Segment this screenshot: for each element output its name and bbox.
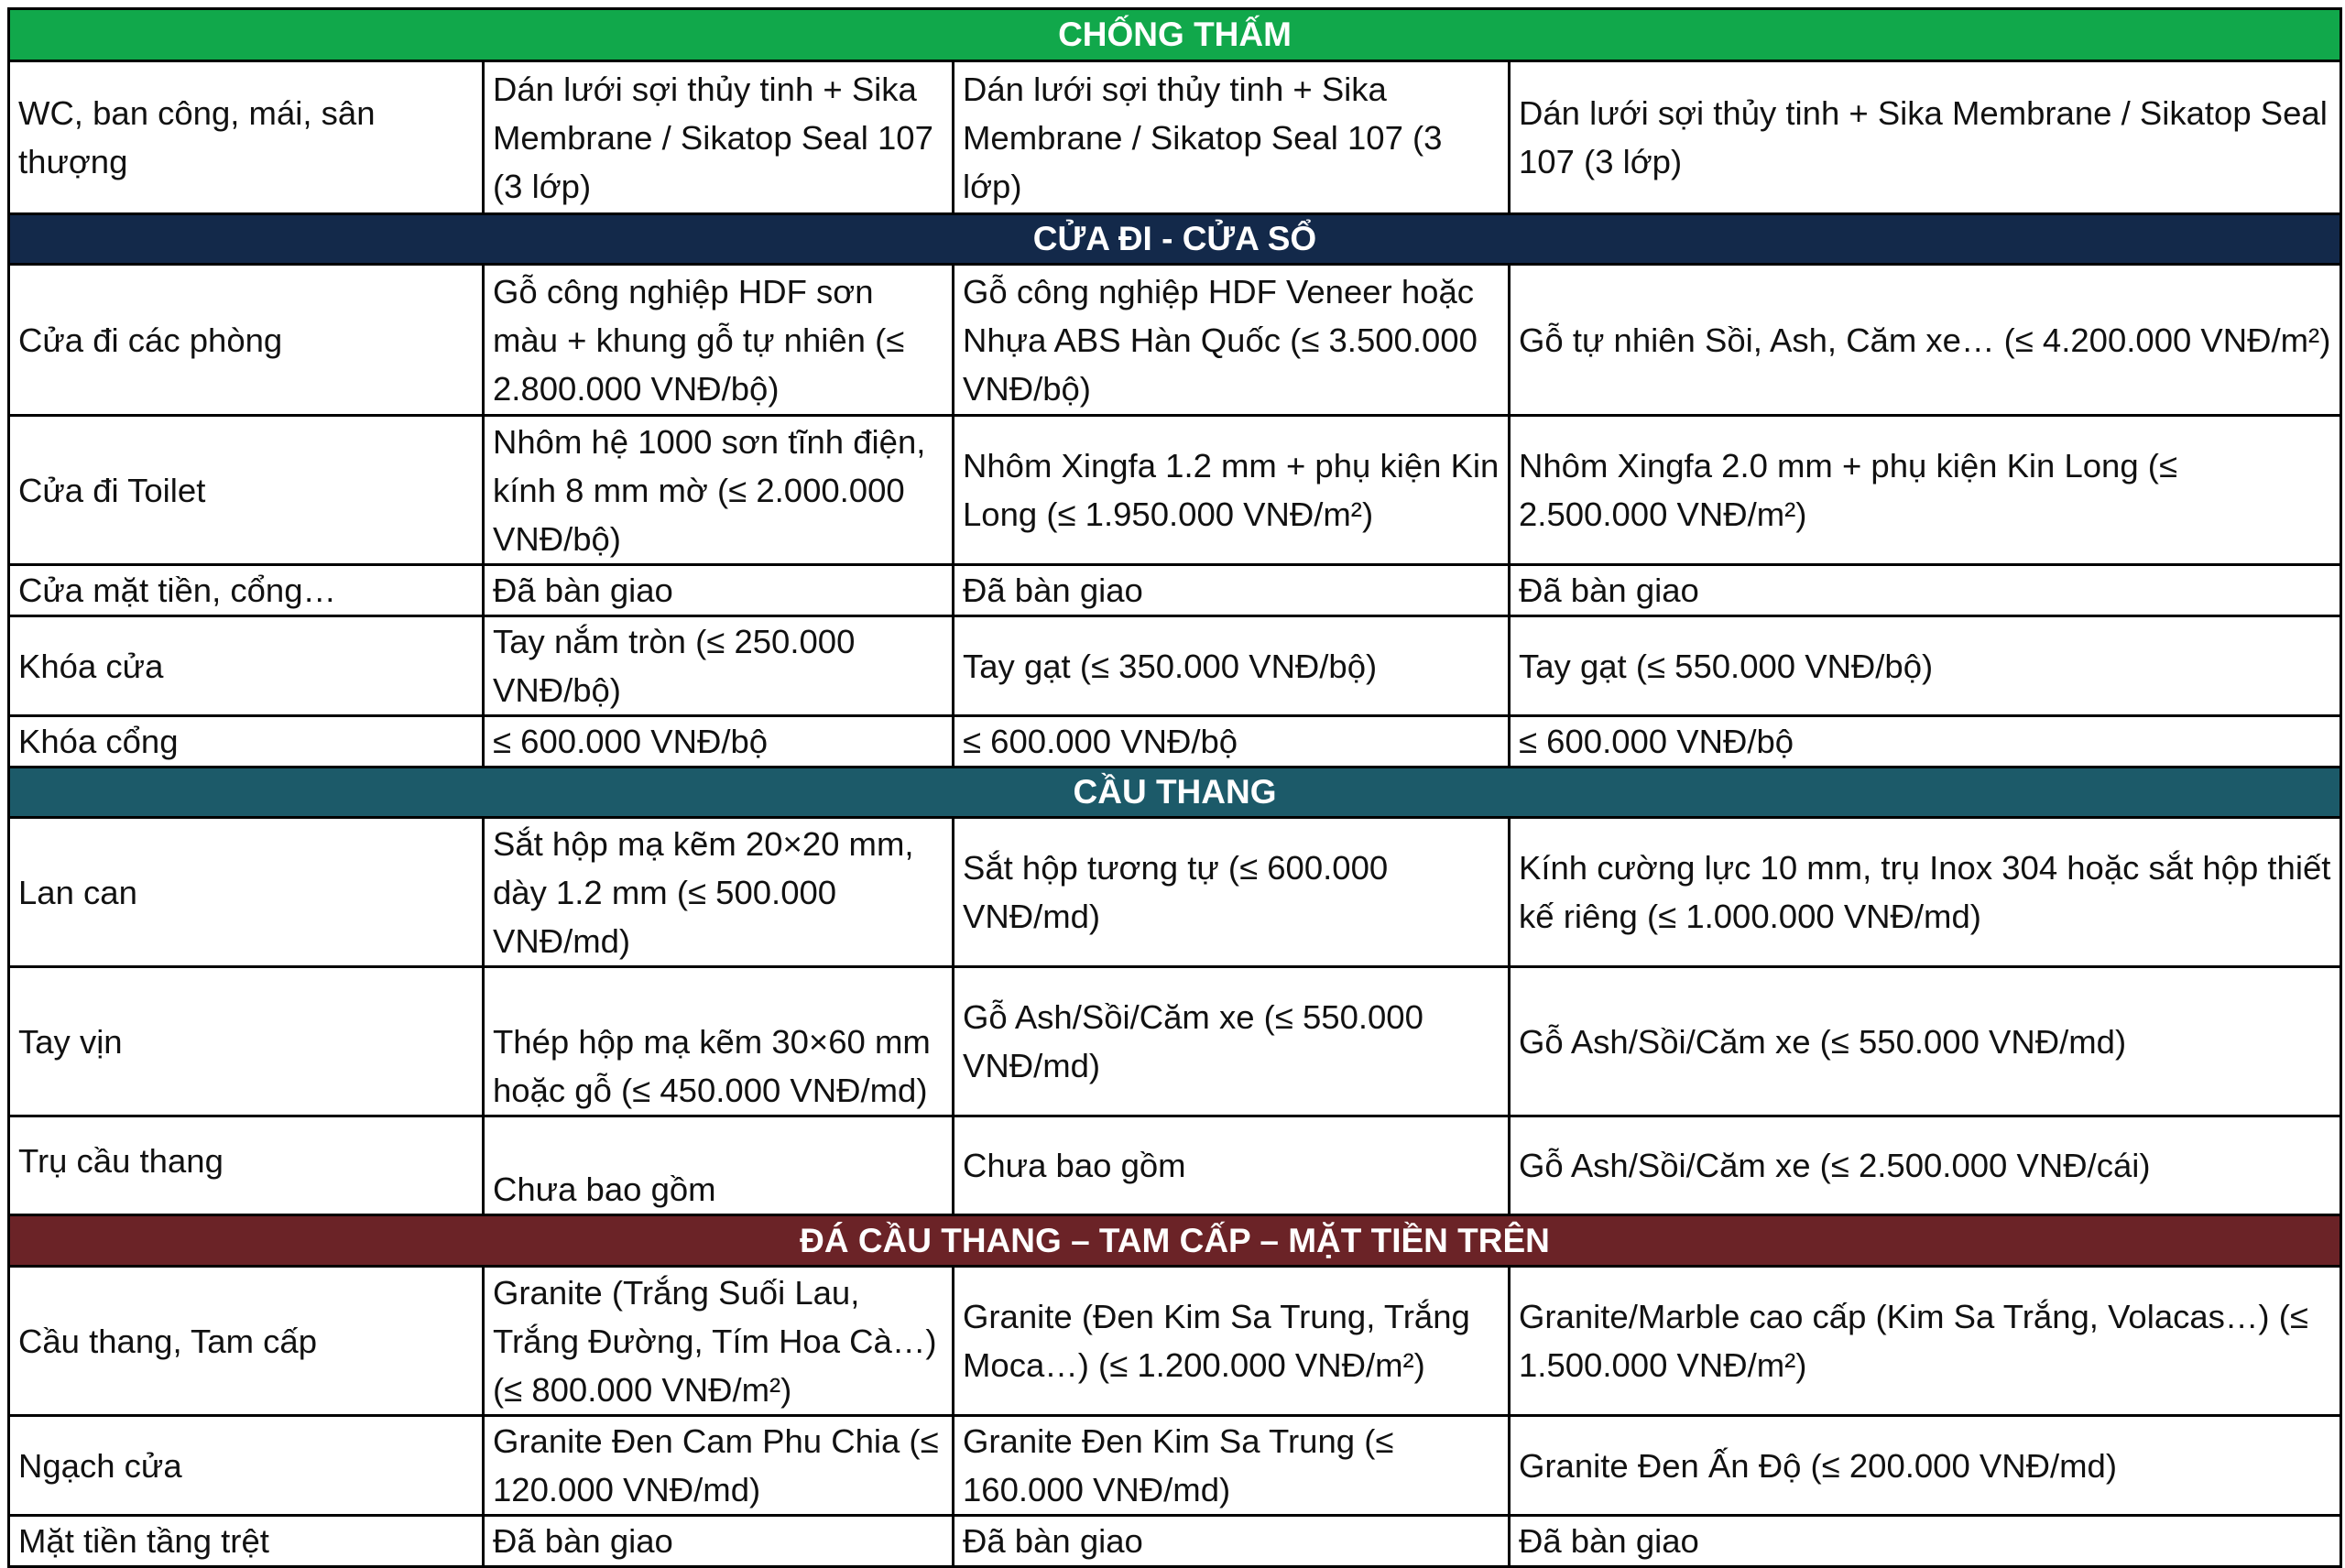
row-label: Tay vịn bbox=[9, 967, 484, 1116]
spec-table bbox=[7, 7, 2342, 1568]
option-3-cell: Gỗ Ash/Sồi/Căm xe (≤ 2.500.000 VNĐ/cái) bbox=[1510, 1116, 2341, 1215]
row-label: Khóa cổng bbox=[9, 716, 484, 768]
option-2-cell: ≤ 600.000 VNĐ/bộ bbox=[954, 716, 1510, 768]
section-header-chong-tham bbox=[9, 9, 2341, 61]
option-2-cell: Granite (Đen Kim Sa Trung, Trắng Moca…) (≤ 1.200.000 VNĐ/m²) bbox=[954, 1267, 1510, 1416]
row-label: WC, ban công, mái, sân thượng bbox=[9, 61, 484, 214]
option-2-cell: Dán lưới sợi thủy tinh + Sika Membrane / Sikatop Seal 107 (3 lớp) bbox=[954, 61, 1510, 214]
row-label: Ngạch cửa bbox=[9, 1416, 484, 1516]
option-3-cell: Đã bàn giao bbox=[1510, 1516, 2341, 1567]
option-2-cell: Sắt hộp tương tự (≤ 600.000 VNĐ/md) bbox=[954, 818, 1510, 967]
table-row bbox=[9, 1267, 2341, 1416]
option-1-cell: Granite (Trắng Suối Lau, Trắng Đường, Tím Hoa Cà…) (≤ 800.000 VNĐ/m²) bbox=[484, 1267, 954, 1416]
option-3-cell: Granite Đen Ấn Độ (≤ 200.000 VNĐ/md) bbox=[1510, 1416, 2341, 1516]
section-title-cua: CỬA ĐI - CỬA SỔ bbox=[9, 214, 2341, 265]
option-3-cell: Tay gạt (≤ 550.000 VNĐ/bộ) bbox=[1510, 616, 2341, 716]
row-label: Lan can bbox=[9, 818, 484, 967]
row-label: Mặt tiền tầng trệt bbox=[9, 1516, 484, 1567]
section-title-da: ĐÁ CẦU THANG – TAM CẤP – MẶT TIỀN TRÊN bbox=[9, 1215, 2341, 1267]
option-2-cell: Đã bàn giao bbox=[954, 565, 1510, 616]
table-row bbox=[9, 1416, 2341, 1516]
row-label: Trụ cầu thang bbox=[9, 1116, 484, 1215]
option-3-cell: Gỗ Ash/Sồi/Căm xe (≤ 550.000 VNĐ/md) bbox=[1510, 967, 2341, 1116]
option-3-cell: Dán lưới sợi thủy tinh + Sika Membrane / Sikatop Seal 107 (3 lớp) bbox=[1510, 61, 2341, 214]
row-label: Khóa cửa bbox=[9, 616, 484, 716]
table-row bbox=[9, 565, 2341, 616]
option-1-cell: Dán lưới sợi thủy tinh + Sika Membrane / Sikatop Seal 107 (3 lớp) bbox=[484, 61, 954, 214]
option-3-cell: Granite/Marble cao cấp (Kim Sa Trắng, Volacas…) (≤ 1.500.000 VNĐ/m²) bbox=[1510, 1267, 2341, 1416]
option-2-cell: Granite Đen Kim Sa Trung (≤ 160.000 VNĐ/md) bbox=[954, 1416, 1510, 1516]
option-2-cell: Đã bàn giao bbox=[954, 1516, 1510, 1567]
row-label: Cửa mặt tiền, cổng… bbox=[9, 565, 484, 616]
table-row bbox=[9, 716, 2341, 768]
option-2-cell: Gỗ Ash/Sồi/Căm xe (≤ 550.000 VNĐ/md) bbox=[954, 967, 1510, 1116]
option-2-cell: Nhôm Xingfa 1.2 mm + phụ kiện Kin Long (≤ 1.950.000 VNĐ/m²) bbox=[954, 416, 1510, 565]
table-row bbox=[9, 265, 2341, 416]
option-1-cell: Gỗ công nghiệp HDF sơn màu + khung gỗ tự nhiên (≤ 2.800.000 VNĐ/bộ) bbox=[484, 265, 954, 416]
table-row bbox=[9, 818, 2341, 967]
option-1-cell: Sắt hộp mạ kẽm 20×20 mm, dày 1.2 mm (≤ 500.000 VNĐ/md) bbox=[484, 818, 954, 967]
option-2-cell: Gỗ công nghiệp HDF Veneer hoặc Nhựa ABS Hàn Quốc (≤ 3.500.000 VNĐ/bộ) bbox=[954, 265, 1510, 416]
option-2-cell: Chưa bao gồm bbox=[954, 1116, 1510, 1215]
section-title-cau-thang: CẦU THANG bbox=[9, 768, 2341, 818]
option-1-cell: ≤ 600.000 VNĐ/bộ bbox=[484, 716, 954, 768]
option-3-cell: Nhôm Xingfa 2.0 mm + phụ kiện Kin Long (≤ 2.500.000 VNĐ/m²) bbox=[1510, 416, 2341, 565]
row-label: Cửa đi Toilet bbox=[9, 416, 484, 565]
row-label: Cầu thang, Tam cấp bbox=[9, 1267, 484, 1416]
table-row bbox=[9, 1516, 2341, 1567]
section-header-cau-thang bbox=[9, 768, 2341, 818]
section-header-cua bbox=[9, 214, 2341, 265]
option-2-cell: Tay gạt (≤ 350.000 VNĐ/bộ) bbox=[954, 616, 1510, 716]
option-3-cell: Gỗ tự nhiên Sồi, Ash, Căm xe… (≤ 4.200.000 VNĐ/m²) bbox=[1510, 265, 2341, 416]
table-row bbox=[9, 61, 2341, 214]
table-row bbox=[9, 1116, 2341, 1215]
option-1-cell: Thép hộp mạ kẽm 30×60 mm hoặc gỗ (≤ 450.000 VNĐ/md) bbox=[484, 967, 954, 1116]
table-row bbox=[9, 967, 2341, 1116]
option-1-cell: Tay nắm tròn (≤ 250.000 VNĐ/bộ) bbox=[484, 616, 954, 716]
option-3-cell: Đã bàn giao bbox=[1510, 565, 2341, 616]
section-title-chong-tham: CHỐNG THẤM bbox=[9, 9, 2341, 61]
table-row bbox=[9, 416, 2341, 565]
row-label: Cửa đi các phòng bbox=[9, 265, 484, 416]
table-row bbox=[9, 616, 2341, 716]
option-1-cell: Chưa bao gồm bbox=[484, 1116, 954, 1215]
option-1-cell: Nhôm hệ 1000 sơn tĩnh điện, kính 8 mm mờ (≤ 2.000.000 VNĐ/bộ) bbox=[484, 416, 954, 565]
option-1-cell: Đã bàn giao bbox=[484, 565, 954, 616]
option-1-cell: Granite Đen Cam Phu Chia (≤ 120.000 VNĐ/md) bbox=[484, 1416, 954, 1516]
section-header-da bbox=[9, 1215, 2341, 1267]
option-3-cell: Kính cường lực 10 mm, trụ Inox 304 hoặc sắt hộp thiết kế riêng (≤ 1.000.000 VNĐ/md) bbox=[1510, 818, 2341, 967]
option-1-cell: Đã bàn giao bbox=[484, 1516, 954, 1567]
option-3-cell: ≤ 600.000 VNĐ/bộ bbox=[1510, 716, 2341, 768]
